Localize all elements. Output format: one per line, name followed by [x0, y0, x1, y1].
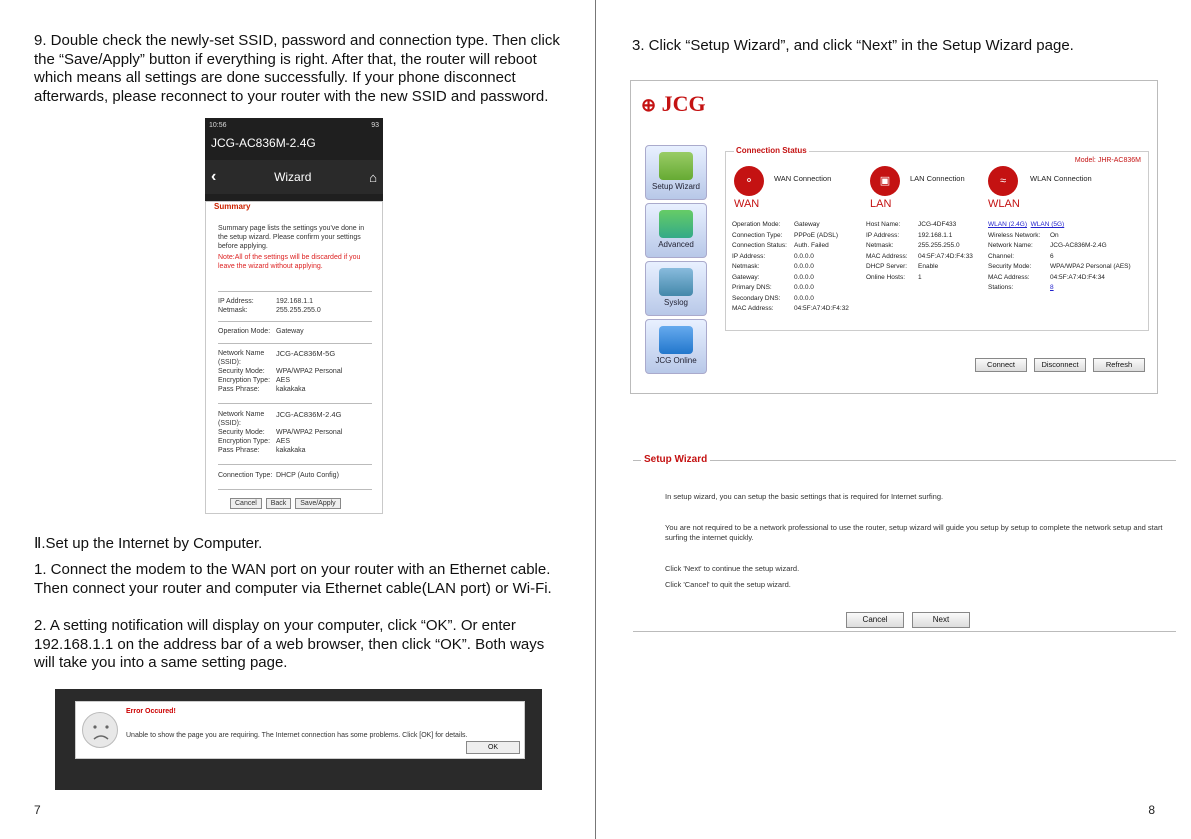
tab-wlan-24g[interactable]: WLAN (2.4G) — [988, 221, 1028, 228]
router-status-screenshot — [630, 80, 1158, 394]
summary-back-button[interactable]: Back — [266, 498, 292, 509]
page-number-left: 7 — [34, 803, 41, 817]
ssid-5g-value: JCG-AC836M-5G — [276, 349, 336, 358]
jcg-logo: ⊕ JCG — [641, 91, 706, 116]
security-24g-value: WPA/WPA2 Personal — [276, 429, 343, 436]
model-label: Model: JHR-AC836M — [1074, 157, 1141, 164]
table-row: IP Address: 192.168.1.1 — [866, 231, 953, 239]
error-dialog — [75, 701, 525, 759]
lan-table — [866, 220, 973, 283]
netmask-label: Netmask: — [218, 307, 248, 314]
page-right — [596, 0, 1191, 839]
setup-wizard-icon — [659, 152, 693, 180]
table-row: Gateway: 0.0.0.0 — [732, 273, 814, 281]
lan-icon: ▣ — [870, 166, 900, 196]
wlan-connection — [988, 166, 1092, 210]
sidebar-syslog[interactable]: Syslog — [645, 261, 707, 316]
opmode-label: Operation Mode: — [218, 328, 271, 335]
wifi-icon: ≈ — [988, 166, 1018, 196]
netmask-value: 255.255.255.0 — [276, 307, 321, 314]
summary-5g-section — [218, 346, 372, 404]
table-row: Channel: 6 — [988, 252, 1054, 260]
encryption-24g-value: AES — [276, 438, 291, 445]
setup-wizard-title: Setup Wizard — [641, 454, 710, 465]
refresh-button[interactable]: Refresh — [1093, 358, 1145, 372]
sidebar-setup-wizard[interactable]: Setup Wizard — [645, 145, 707, 200]
wan-big-label: WAN — [734, 198, 760, 210]
ssid-5g-label: Network Name (SSID): — [218, 350, 265, 366]
table-row: Wireless Network: On — [988, 231, 1059, 239]
table-row: Secondary DNS: 0.0.0.0 — [732, 294, 814, 302]
summary-lan-section — [218, 294, 372, 322]
table-row: Security Mode: WPA/WPA2 Personal (AES) — [988, 263, 1131, 270]
opmode-value: Gateway — [276, 328, 304, 335]
sidebar-jcg-online[interactable]: JCG Online — [645, 319, 707, 374]
error-title: Error Occured! — [126, 708, 176, 715]
wlan-big-label: WLAN — [988, 198, 1020, 210]
wizard-next-button[interactable]: Next — [912, 612, 970, 628]
table-row: Connection Status: Auth. Failed — [732, 242, 829, 249]
table-row: Primary DNS: 0.0.0.0 — [732, 284, 814, 291]
table-row: Netmask: 0.0.0.0 — [732, 263, 814, 270]
syslog-icon — [659, 268, 693, 296]
wlan-connection-label: WLAN Connection — [1030, 174, 1092, 183]
ssid-24g-value: JCG-AC836M-2.4G — [276, 410, 342, 419]
page-number-right: 8 — [1148, 803, 1155, 817]
summary-intro-section — [218, 224, 372, 292]
summary-connection-section — [218, 468, 372, 490]
tab-wlan-5g[interactable]: WLAN (5G) — [1030, 221, 1065, 228]
phone-battery: 93 — [371, 121, 379, 129]
back-chevron-icon[interactable]: ‹ — [211, 168, 217, 185]
phone-nav-bar — [205, 160, 383, 194]
summary-opmode-section — [218, 324, 372, 344]
wan-table — [732, 220, 849, 315]
ip-label: IP Address: — [218, 298, 254, 305]
table-row: Host Name: JCG-4DF433 — [866, 221, 957, 228]
summary-note: Note:All of the settings will be discarded if you leave the wizard without applying. — [218, 254, 361, 270]
table-row: MAC Address: 04:5F:A7:4D:F4:33 — [866, 252, 973, 260]
table-row: Network Name: JCG-AC836M-2.4G — [988, 242, 1107, 249]
security-5g-label: Security Mode: — [218, 368, 265, 375]
summary-title: Summary — [214, 202, 251, 211]
wan-connection-label: WAN Connection — [774, 174, 832, 183]
phone-nav-title: Wizard — [274, 170, 312, 184]
wizard-para-1: In setup wizard, you can setup the basic settings that is required for Internet surfing. — [665, 492, 944, 501]
encryption-24g-label: Encryption Type: — [218, 438, 271, 445]
summary-24g-section — [218, 407, 372, 465]
wizard-cancel-button[interactable]: Cancel — [846, 612, 904, 628]
ip-value: 192.168.1.1 — [276, 298, 313, 305]
phone-ssid: JCG-AC836M-2.4G — [211, 136, 316, 150]
wlan-table — [988, 220, 1131, 294]
table-row: Netmask: 255.255.255.0 — [866, 242, 960, 249]
phone-time: 10:56 — [209, 121, 227, 129]
passphrase-24g-label: Pass Phrase: — [218, 447, 260, 454]
home-icon[interactable]: ⌂ — [369, 169, 377, 185]
passphrase-5g-value: kakakaka — [276, 386, 306, 393]
disconnect-button[interactable]: Disconnect — [1034, 358, 1086, 372]
summary-cancel-button[interactable]: Cancel — [230, 498, 262, 509]
ssid-24g-label: Network Name (SSID): — [218, 411, 265, 427]
summary-intro: Summary page lists the settings you've done in the setup wizard. Please confirm your settings before applying. — [218, 225, 365, 250]
conn-type-label: Connection Type: — [218, 472, 273, 479]
table-row: MAC Address: 04:5F:A7:4D:F4:32 — [732, 305, 849, 312]
table-row: MAC Address: 04:5F:A7:4D:F4:34 — [988, 273, 1105, 281]
wizard-para-2: You are not required to be a network professional to use the router, setup wizard will guide you setup by setup to complete the network setup and start surfing the internet quickly. — [665, 523, 1163, 542]
section-heading: Ⅱ.Set up the Internet by Computer. — [34, 535, 263, 552]
connection-status-panel — [725, 146, 1149, 331]
security-24g-label: Security Mode: — [218, 429, 265, 436]
stations-link[interactable]: 8 — [1050, 284, 1054, 291]
table-row: Online Hosts: 1 — [866, 273, 922, 281]
step-3-text: 3. Click “Setup Wizard”, and click “Next” in the Setup Wizard page. — [632, 37, 1074, 54]
connection-status-title: Connection Status — [736, 146, 807, 155]
sad-face-icon — [82, 712, 118, 748]
phone-status-bar — [205, 118, 383, 132]
error-dialog-screenshot — [55, 689, 542, 790]
conn-type-value: DHCP (Auto Config) — [276, 472, 339, 479]
setup-wizard-panel — [633, 454, 1176, 632]
table-row: IP Address: 0.0.0.0 — [732, 252, 814, 260]
summary-panel — [205, 201, 383, 514]
step-2-text: 2. A setting notification will display on your computer, click “OK”. Or enter 192.168.1.1 on the address bar of a web browser, then click “OK”. Both ways will take you into a same setting page. — [34, 617, 545, 671]
users-online-icon — [659, 326, 693, 354]
wizard-para-3: Click 'Next' to continue the setup wizard. — [665, 564, 800, 573]
step-1-text: 1. Connect the modem to the WAN port on your router with an Ethernet cable. Then connect your router and computer via Ethernet cable(LAN port) or Wi-Fi. — [34, 561, 552, 597]
wizard-para-4: Click 'Cancel' to quit the setup wizard. — [665, 580, 791, 589]
passphrase-5g-label: Pass Phrase: — [218, 386, 260, 393]
lan-big-label: LAN — [870, 198, 892, 210]
table-row: Stations: 8 — [988, 284, 1054, 291]
summary-buttons — [230, 498, 343, 509]
table-row: Connection Type: PPPoE (ADSL) — [732, 231, 839, 239]
save-apply-button[interactable]: Save/Apply — [295, 498, 340, 509]
sidebar-advanced[interactable]: Advanced — [645, 203, 707, 258]
lan-connection-label: LAN Connection — [910, 174, 965, 183]
advanced-puzzle-icon — [659, 210, 693, 238]
wan-connection — [734, 166, 832, 210]
step-9-text: 9. Double check the newly-set SSID, password and connection type. Then click the “Save/Apply” button if everything is right. After that, the router will reboot which means all settings are done successfully. If your phone disconnect afterwards, please reconnect to your router with the new SSID and password. — [34, 32, 560, 105]
wan-icon: ⚬ — [734, 166, 764, 196]
encryption-5g-value: AES — [276, 377, 291, 384]
passphrase-24g-value: kakakaka — [276, 447, 306, 454]
encryption-5g-label: Encryption Type: — [218, 377, 271, 384]
error-ok-button[interactable]: OK — [466, 741, 520, 754]
security-5g-value: WPA/WPA2 Personal — [276, 368, 343, 375]
lan-connection — [870, 166, 965, 210]
table-row: Operation Mode: Gateway — [732, 221, 820, 228]
error-message: Unable to show the page you are requiring. The Internet connection has some problems. Click [OK] for details. — [126, 732, 468, 739]
table-row: DHCP Server: Enable — [866, 263, 939, 270]
connect-button[interactable]: Connect — [975, 358, 1027, 372]
